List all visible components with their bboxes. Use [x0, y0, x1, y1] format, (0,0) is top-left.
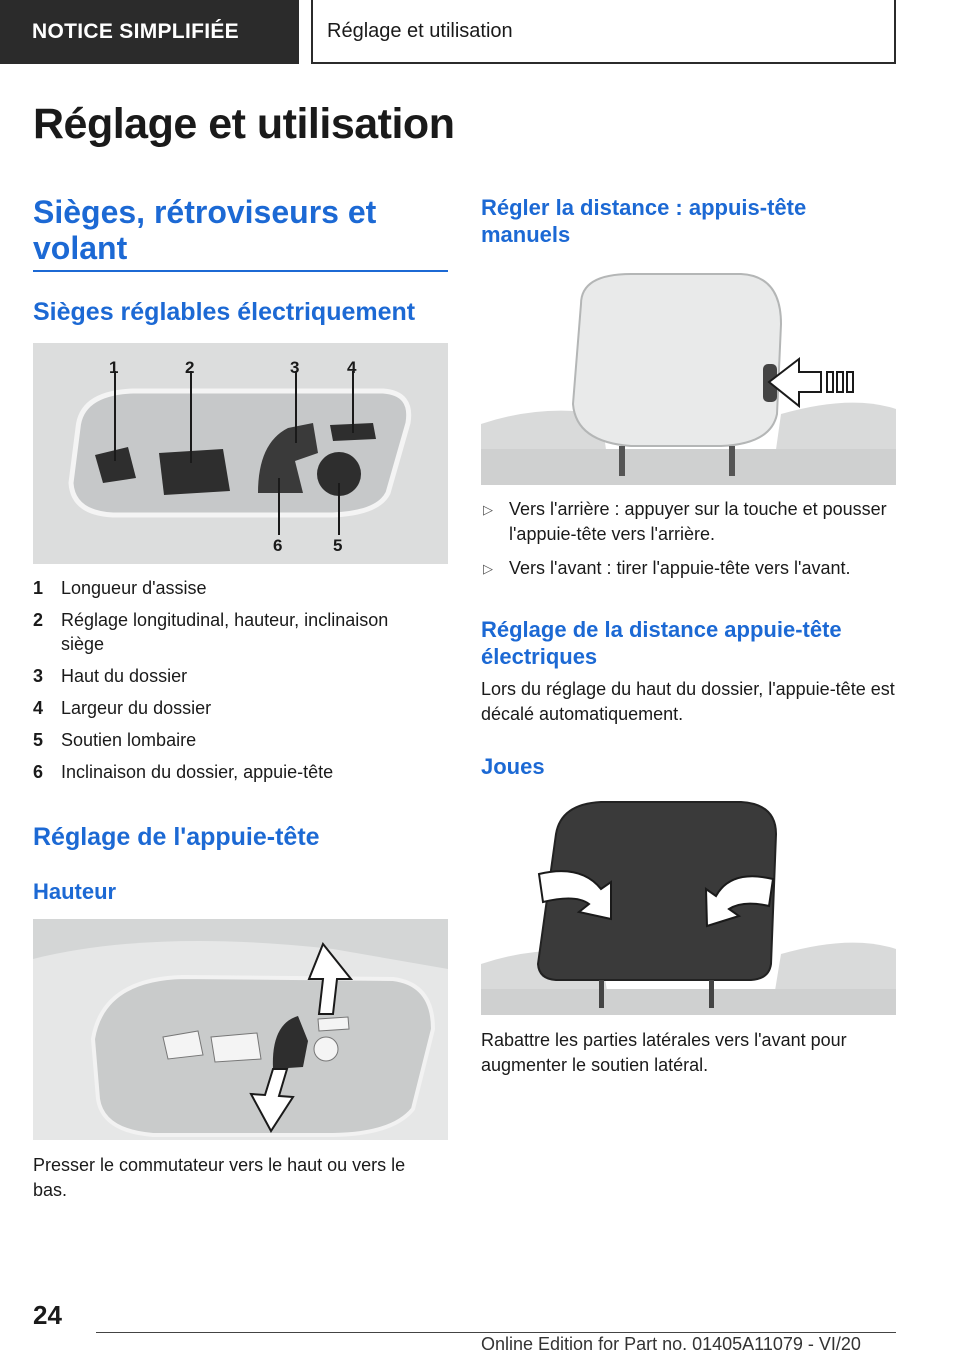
triangle-bullet-icon: ▷	[483, 561, 493, 576]
list-item: ▷ Vers l'avant : tirer l'appuie-tête vers l'avant.	[481, 556, 896, 581]
triangle-bullet-icon: ▷	[483, 502, 493, 517]
callout-2: 2	[185, 358, 195, 377]
list-item: ▷ Vers l'arrière : appuyer sur la touche et pousser l'appuie-tête vers l'arrière.	[483, 499, 887, 544]
cheeks-text: Rabattre les parties latérales vers l'avant pour augmenter le soutien latéral.	[481, 1030, 847, 1075]
callout-3: 3	[290, 358, 300, 377]
cheeks-illustration	[481, 794, 896, 1015]
footer-rule	[96, 1332, 896, 1333]
cheeks-figure	[481, 794, 896, 1015]
legend-item: 5 Soutien lombaire	[33, 730, 197, 750]
callout-6: 6	[273, 536, 283, 555]
subsection-heading-electric-seats: Sièges réglables électriquement	[33, 298, 416, 326]
manual-headrest-illustration	[481, 264, 896, 485]
edition-note: Online Edition for Part no. 01405A11079 - VI/20	[481, 1334, 861, 1354]
seat-controls-legend	[33, 576, 433, 792]
manual-headrest-steps	[481, 497, 896, 590]
callout-1: 1	[109, 358, 119, 377]
seat-controls-figure	[33, 343, 448, 564]
chapter-header: Réglage et utilisation	[311, 0, 896, 64]
headrest-height-illustration	[33, 919, 448, 1140]
legend-item: 3 Haut du dossier	[33, 666, 188, 686]
seat-controls-illustration	[33, 343, 448, 564]
manual-headrest-figure	[481, 264, 896, 485]
heading-electric-headrest: Réglage de la distance appuie-tête électriques	[481, 617, 842, 669]
legend-item: 4 Largeur du dossier	[33, 698, 212, 718]
page-number: 24	[33, 1300, 62, 1330]
legend-item: 6 Inclinaison du dossier, appuie-tête	[33, 762, 334, 782]
headrest-height-figure	[33, 919, 448, 1140]
section-heading-seats: Sièges, rétroviseurs et volant	[33, 194, 377, 266]
heading-cheeks: Joues	[481, 754, 545, 779]
legend-item: 1 Longueur d'assise	[33, 578, 207, 598]
heading-height: Hauteur	[33, 879, 117, 904]
callout-5: 5	[333, 536, 343, 555]
subsection-heading-headrest: Réglage de l'appuie-tête	[33, 823, 320, 851]
section-rule	[33, 270, 448, 272]
callout-4: 4	[347, 358, 357, 377]
section-tag: NOTICE SIMPLIFIÉE	[0, 0, 299, 64]
electric-headrest-text: Lors du réglage du haut du dossier, l'appuie-tête est décalé automatiquement.	[481, 679, 895, 724]
legend-item: 2 Réglage longitudinal, hauteur, inclinaison siège	[33, 610, 389, 654]
page-title: Réglage et utilisation	[33, 100, 455, 148]
heading-manual-headrest: Régler la distance : appuis-tête manuels	[481, 195, 807, 247]
height-instruction: Presser le commutateur vers le haut ou vers le bas.	[33, 1155, 406, 1200]
